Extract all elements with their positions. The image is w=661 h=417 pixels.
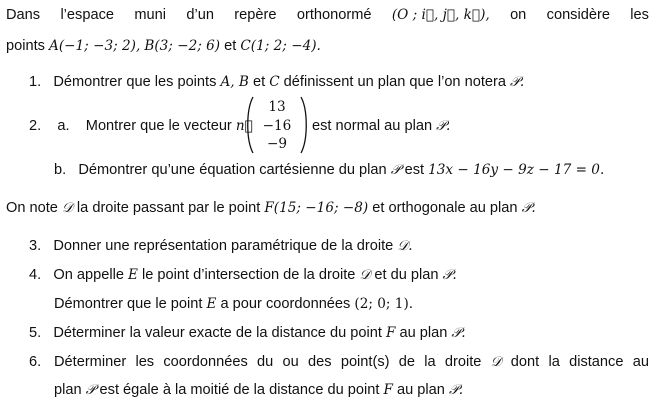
point-e: E: [128, 267, 138, 283]
intro-line-2: [6, 36, 321, 56]
intro-word: les: [630, 7, 649, 23]
q6-word: point(s): [340, 354, 390, 370]
intro-word: d’un: [186, 7, 214, 23]
question-4-line-2: [54, 294, 413, 314]
normal-vector-symbol: n⃗: [235, 118, 253, 134]
plane-symbol: 𝒫.: [442, 267, 457, 283]
question-text: Donner une représentation paramétrique de la droite: [53, 238, 394, 254]
question-text: Démontrer que le point: [54, 296, 203, 312]
q6-word: la: [548, 354, 560, 370]
question-4: [29, 265, 457, 285]
plane-symbol: 𝒫: [390, 162, 401, 178]
q6-word: des: [308, 354, 332, 370]
q6-word: ou: [282, 354, 299, 370]
q6-word: la: [424, 354, 436, 370]
question-2a-end: [312, 116, 450, 136]
line-definition: [6, 198, 536, 218]
left-paren-icon: [245, 96, 255, 154]
point-c-ref: C: [269, 74, 280, 90]
question-2b: [54, 160, 604, 180]
point-f: F(15; −16; −8): [264, 200, 369, 216]
q6-word: au: [632, 354, 649, 370]
question-text: et du plan: [374, 267, 439, 283]
question-1: [29, 72, 524, 92]
question-number: 5.: [29, 325, 42, 341]
question-text: le point d’intersection de la droite: [142, 267, 356, 283]
intro-word: orthonormé: [296, 7, 372, 23]
plane-equation: 13x − 16y − 9z − 17 = 0.: [428, 162, 605, 178]
point-e: E: [206, 296, 217, 312]
intro-line-1: [6, 5, 649, 25]
question-text: est normal au plan: [312, 118, 433, 134]
question-text: au plan: [399, 325, 448, 341]
question-text: est: [404, 162, 425, 178]
q6-word: distance: [569, 354, 624, 370]
question-5: [29, 323, 466, 343]
q6-word: dont: [510, 354, 540, 370]
intro-word: considère: [546, 7, 610, 23]
intro-word: muni: [134, 7, 166, 23]
vector-column: [243, 98, 313, 154]
vector-component: −16: [262, 117, 292, 134]
vector-component: −9: [266, 136, 288, 152]
points-ab: A, B: [220, 74, 249, 90]
question-number: 4.: [29, 267, 42, 283]
q6-word: les: [135, 354, 155, 370]
line-symbol: 𝒟: [490, 354, 502, 370]
plane-symbol: 𝒫.: [451, 325, 466, 341]
question-text: Montrer que le vecteur: [85, 118, 232, 134]
frame-notation: (O ; i⃗, j⃗, k⃗),: [391, 7, 490, 23]
q6-word: de: [398, 354, 415, 370]
note-text: la droite passant par le point: [76, 200, 261, 216]
conjunction: et: [224, 38, 237, 54]
vector-component: 13: [268, 99, 286, 115]
question-text: définissent un plan que l’on notera: [283, 74, 506, 90]
plane-symbol: 𝒫.: [510, 74, 525, 90]
line-symbol: 𝒟: [62, 200, 73, 216]
intro-word: Dans: [6, 7, 41, 23]
point-f-ref: F: [385, 325, 396, 341]
plane-symbol: 𝒫.: [448, 382, 464, 398]
plane-symbol: 𝒫.: [436, 118, 451, 134]
question-number: 2.: [29, 118, 42, 134]
point-a: A(−1; −3; 2),: [49, 38, 141, 54]
question-number: 6.: [29, 354, 42, 370]
line-symbol: 𝒟.: [397, 238, 413, 254]
plane-symbol: 𝒫.: [521, 200, 536, 216]
point-b: B(3; −2; 6): [144, 38, 221, 54]
question-2a: [29, 116, 253, 136]
note-text: et orthogonale au plan: [372, 200, 518, 216]
question-text: a pour coordonnées: [220, 296, 351, 312]
intro-word: on: [510, 7, 527, 23]
question-6: [29, 352, 649, 372]
conjunction: et: [252, 74, 266, 90]
q6-word: coordonnées: [163, 354, 248, 370]
subquestion-letter: a.: [57, 118, 70, 134]
q6-word: droite: [444, 354, 482, 370]
q6-word: du: [257, 354, 274, 370]
question-text: au plan: [397, 382, 445, 398]
right-paren-icon: [299, 96, 309, 154]
intro-word: l’espace: [60, 7, 114, 23]
question-text: Démontrer qu’une équation cartésienne du plan: [78, 162, 387, 178]
question-6-line-1: [54, 352, 649, 372]
question-number: 1.: [29, 74, 42, 90]
note-text: On note: [6, 200, 58, 216]
plane-symbol: 𝒫: [85, 382, 96, 398]
question-number: 3.: [29, 238, 42, 254]
vector-entries: [257, 98, 297, 154]
line-symbol: 𝒟: [359, 267, 371, 283]
question-3: [29, 236, 413, 256]
subquestion-letter: b.: [54, 162, 67, 178]
question-6-line-2: [54, 380, 463, 400]
point-c: C(1; 2; −4).: [240, 38, 321, 54]
question-text: Déterminer la valeur exacte de la distance du point: [53, 325, 382, 341]
question-text: plan: [54, 382, 82, 398]
question-text: On appelle: [53, 267, 124, 283]
intro-word: repère: [234, 7, 277, 23]
intro-word: points: [6, 38, 45, 54]
coordinates-e: (2; 0; 1).: [354, 296, 414, 312]
point-f-ref: F: [383, 382, 393, 398]
question-text: Démontrer que les points: [53, 74, 217, 90]
q6-word: Déterminer: [54, 354, 127, 370]
question-text: est égale à la moitié de la distance du point: [99, 382, 380, 398]
